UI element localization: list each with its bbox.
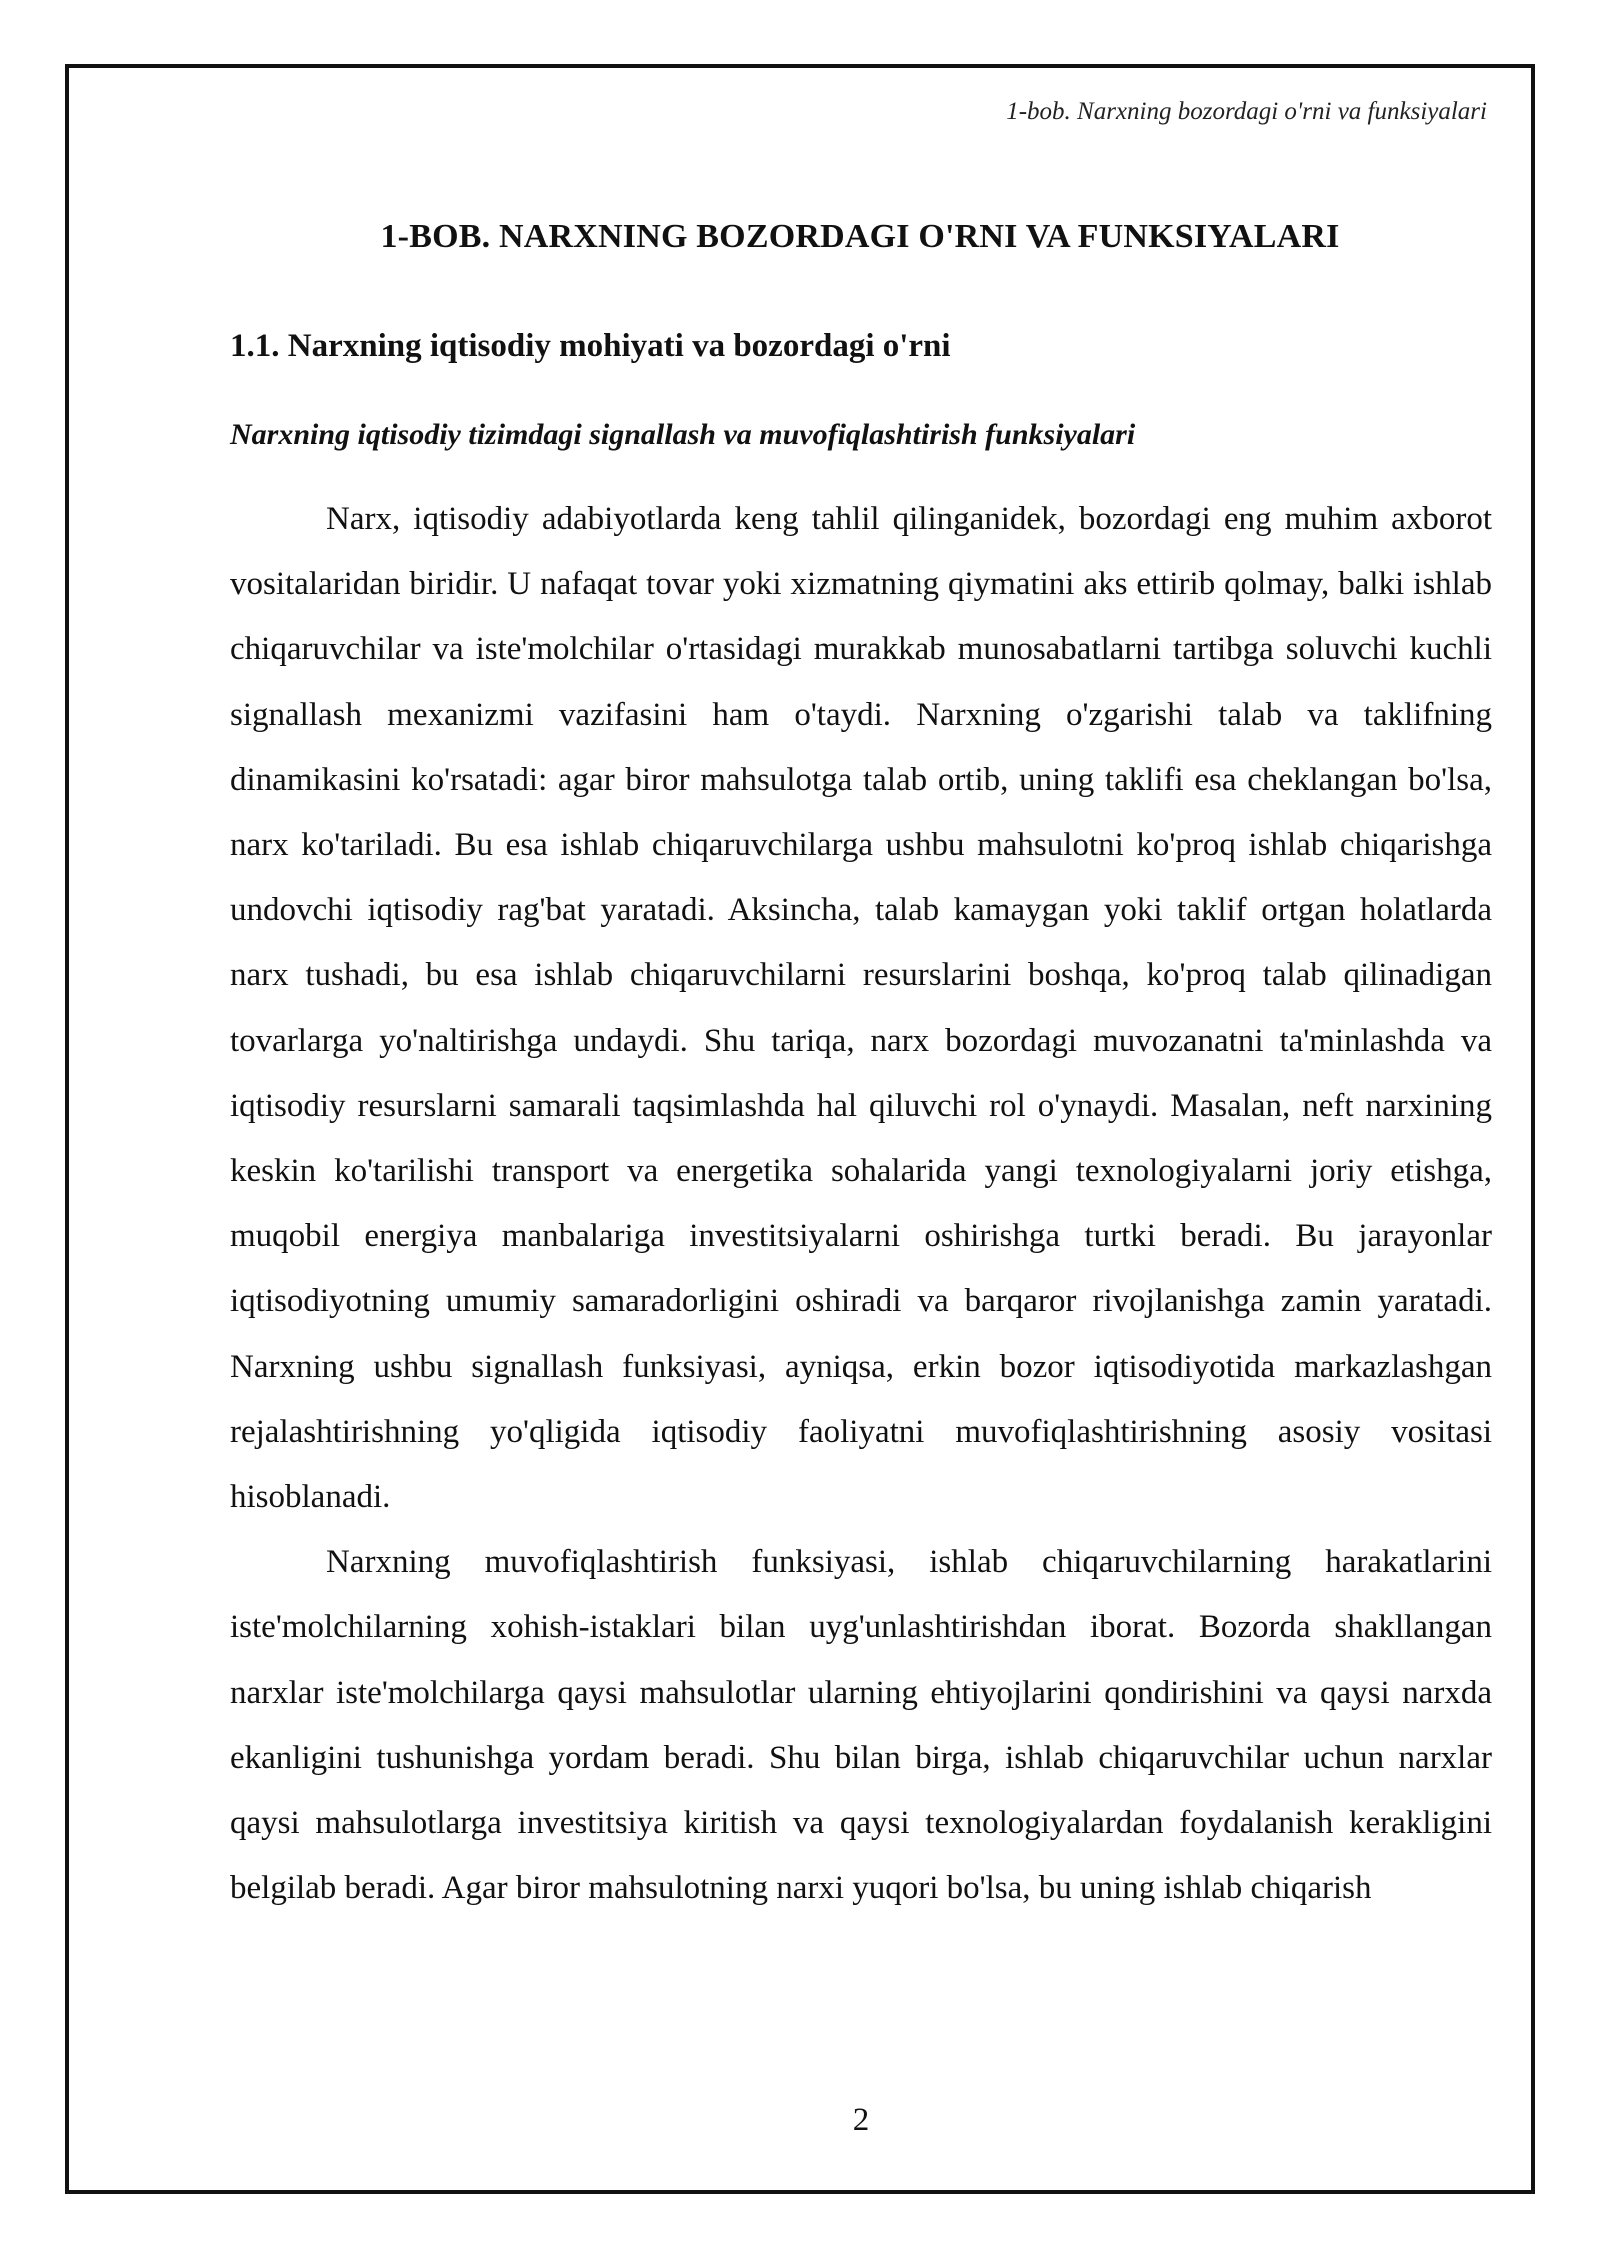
paragraph-2: Narxning muvofiqlashtirish funksiyasi, ishlab chiqaruvchilarning harakatlarini iste'molchilarning xohish-istaklari bilan uyg'unlashtirishdan iborat. Bozorda shakllangan narxlar iste'molchilarga qaysi mahsulotlar ularning ehtiyojlarini qondirishini va qaysi narxda ekanligini tushunishga yordam beradi. Shu bilan birga, ishlab chiqaruvchilar uchun narxlar qaysi mahsulotlarga investitsiya kiritish va qaysi texnologiyalardan foydalanish kerakligini belgilab beradi. Agar biror mahsulotning narxi yuqori bo'lsa, bu uning ishlab chiqarish <box>230 1544 1492 1907</box>
running-header: 1-bob. Narxning bozordagi o'rni va funksiyalari <box>1006 98 1487 125</box>
body-text <box>230 487 1492 1921</box>
chapter-title: 1-BOB. NARXNING BOZORDAGI O'RNI VA FUNKSIYALARI <box>380 218 1340 255</box>
page-number: 2 <box>852 2102 870 2138</box>
subsection-heading: Narxning iqtisodiy tizimdagi signallash va muvofiqlashtirish funksiyalari <box>230 418 1136 451</box>
section-heading: 1.1. Narxning iqtisodiy mohiyati va bozordagi o'rni <box>230 328 951 364</box>
paragraph-1: Narx, iqtisodiy adabiyotlarda keng tahlil qilinganidek, bozordagi eng muhim axborot vositalaridan biridir. U nafaqat tovar yoki xizmatning qiymatini aks ettirib qolmay, balki ishlab chiqaruvchilar va iste'molchilar o'rtasidagi murakkab munosabatlarni tartibga soluvchi kuchli signallash mexanizmi vazifasini ham o'taydi. Narxning o'zgarishi talab va taklifning dinamikasini ko'rsatadi: agar biror mahsulotga talab ortib, uning taklifi esa cheklangan bo'lsa, narx ko'tariladi. Bu esa ishlab chiqaruvchilarga ushbu mahsulotni ko'proq ishlab chiqarishga undovchi iqtisodiy rag'bat yaratadi. Aksincha, talab kamaygan yoki taklif ortgan holatlarda narx tushadi, bu esa ishlab chiqaruvchilarni resurslarini boshqa, ko'proq talab qilinadigan tovarlarga yo'naltirishga undaydi. Shu tariqa, narx bozordagi muvozanatni ta'minlashda va iqtisodiy resurslarni samarali taqsimlashda hal qiluvchi rol o'ynaydi. Masalan, neft narxining keskin ko'tarilishi transport va energetika sohalarida yangi texnologiyalarni joriy etishga, muqobil energiya manbalariga investitsiyalarni oshirishga turtki beradi. Bu jarayonlar iqtisodiyotning umumiy samaradorligini oshiradi va barqaror rivojlanishga zamin yaratadi. Narxning ushbu signallash funksiyasi, ayniqsa, erkin bozor iqtisodiyotida markazlashgan rejalashtirishning yo'qligida iqtisodiy faoliyatni muvofiqlashtirishning asosiy vositasi hisoblanadi. <box>230 501 1492 1516</box>
